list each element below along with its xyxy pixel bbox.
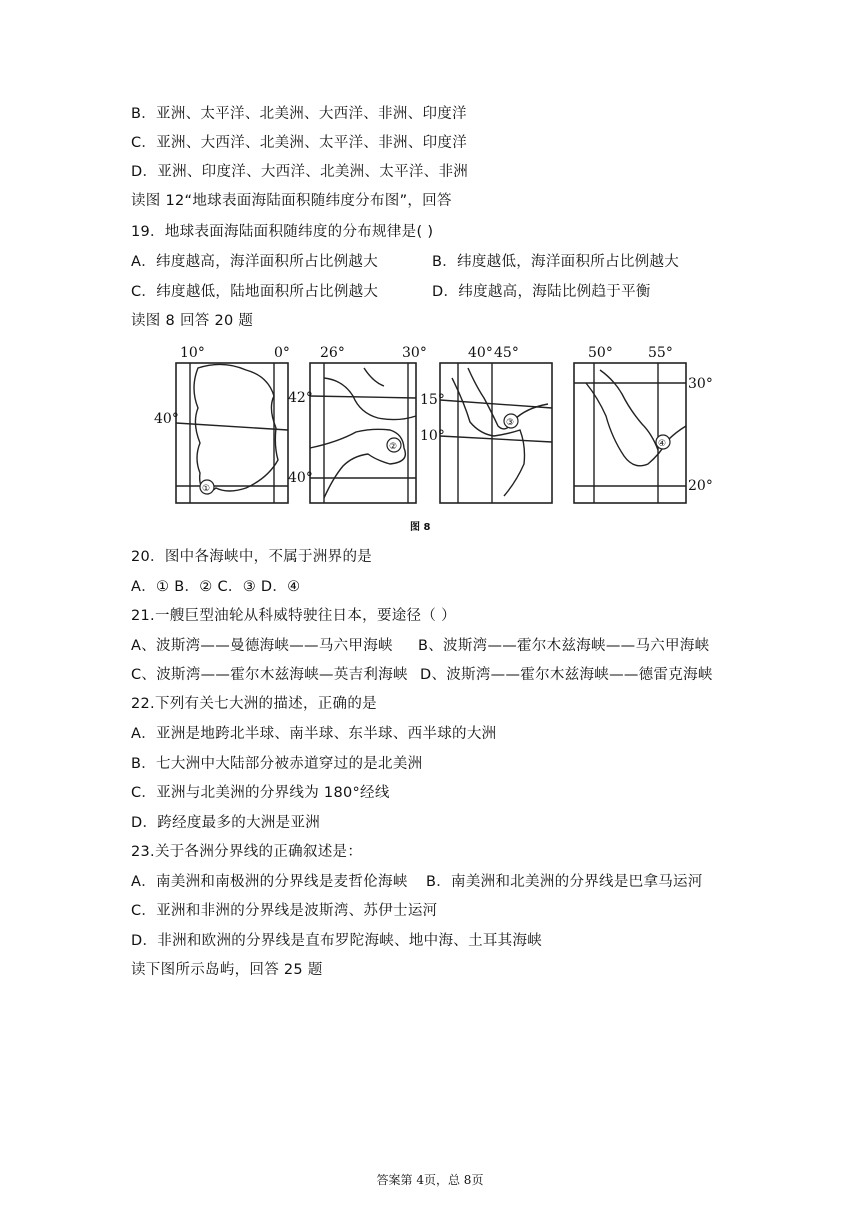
q23-option-c: C．亚洲和非洲的分界线是波斯湾、苏伊士运河 [131,903,438,919]
strait-maps-figure [128,338,732,536]
q19-intro: 读图 12“地球表面海陆面积随纬度分布图”，回答 [131,193,452,209]
map3-lon-left-label: 40° [468,345,493,361]
q20-intro: 读图 8 回答 20 题 [131,313,254,329]
q22-option-d: D．跨经度最多的大洲是亚洲 [131,815,321,831]
q23-option-b: B．南美洲和北美洲的分界线是巴拿马运河 [426,874,703,890]
strait-marker-4: ④ [658,439,667,449]
map4-lon-left-label: 50° [588,345,613,361]
q21-option-b: B、波斯湾——霍尔木兹海峡——马六甲海峡 [418,638,710,654]
q22-stem: 22.下列有关七大洲的描述，正确的是 [131,696,377,712]
q20-options: A．① B．② C．③ D．④ [131,579,301,595]
q20-stem: 20．图中各海峡中，不属于洲界的是 [131,549,373,565]
map1-lon-right-label: 0° [274,345,290,361]
map3-lat-top-label: 15° [420,392,445,408]
q19-option-a: A．纬度越高，海洋面积所占比例越大 [131,254,379,270]
q21-option-d: D、波斯湾——霍尔木兹海峡——德雷克海峡 [420,667,713,683]
q18-option-c: C．亚洲、大西洋、北美洲、太平洋、非洲、印度洋 [131,135,468,151]
map2-lat-top-label: 42° [288,390,313,406]
strait-marker-2: ② [389,442,398,452]
map2-lon-right-label: 30° [402,345,427,361]
map-2 [288,345,427,503]
q18-option-b: B．亚洲、太平洋、北美洲、大西洋、非洲、印度洋 [131,106,467,122]
q25-intro: 读下图所示岛屿，回答 25 题 [131,962,323,978]
map1-lon-left-label: 10° [180,345,205,361]
q21-stem: 21.一艘巨型油轮从科威特驶往日本，要途径（ ） [131,608,456,624]
strait-marker-3: ③ [506,418,515,428]
q21-option-a: A、波斯湾——曼德海峡——马六甲海峡 [131,638,393,654]
q18-option-d: D．亚洲、印度洋、大西洋、北美洲、太平洋、非洲 [131,164,469,180]
figure-caption: 图 8 [410,522,431,533]
map4-lon-right-label: 55° [648,345,673,361]
q22-option-c: C．亚洲与北美洲的分界线为 180°经线 [131,785,390,801]
q19-stem: 19．地球表面海陆面积随纬度的分布规律是( ) [131,224,434,240]
map-3 [420,345,552,503]
map2-lon-left-label: 26° [320,345,345,361]
map3-lon-right-label: 45° [494,345,519,361]
q21-option-c: C、波斯湾——霍尔木兹海峡—英吉利海峡 [131,667,408,683]
q23-stem: 23.关于各洲分界线的正确叙述是： [131,844,363,860]
map2-lat-bottom-label: 40° [288,470,313,486]
strait-marker-1: ① [202,484,211,494]
map4-lat-bottom-label: 20° [688,478,713,494]
q23-option-d: D．非洲和欧洲的分界线是直布罗陀海峡、地中海、土耳其海峡 [131,933,543,949]
q19-option-c: C．纬度越低，陆地面积所占比例越大 [131,284,379,300]
q19-option-d: D．纬度越高，海陆比例趋于平衡 [432,284,651,300]
map1-lat-label: 40° [154,411,179,427]
page-footer: 答案第 4页，总 8页 [376,1173,484,1187]
q22-option-a: A．亚洲是地跨北半球、南半球、东半球、西半球的大洲 [131,726,497,742]
q23-option-a: A．南美洲和南极洲的分界线是麦哲伦海峡 [131,874,408,890]
map-4 [574,345,713,503]
map4-lat-top-label: 30° [688,376,713,392]
q19-option-b: B．纬度越低，海洋面积所占比例越大 [432,254,680,270]
map3-lat-bottom-label: 10° [420,428,445,444]
map-1 [154,345,290,503]
q22-option-b: B．七大洲中大陆部分被赤道穿过的是北美洲 [131,756,423,772]
